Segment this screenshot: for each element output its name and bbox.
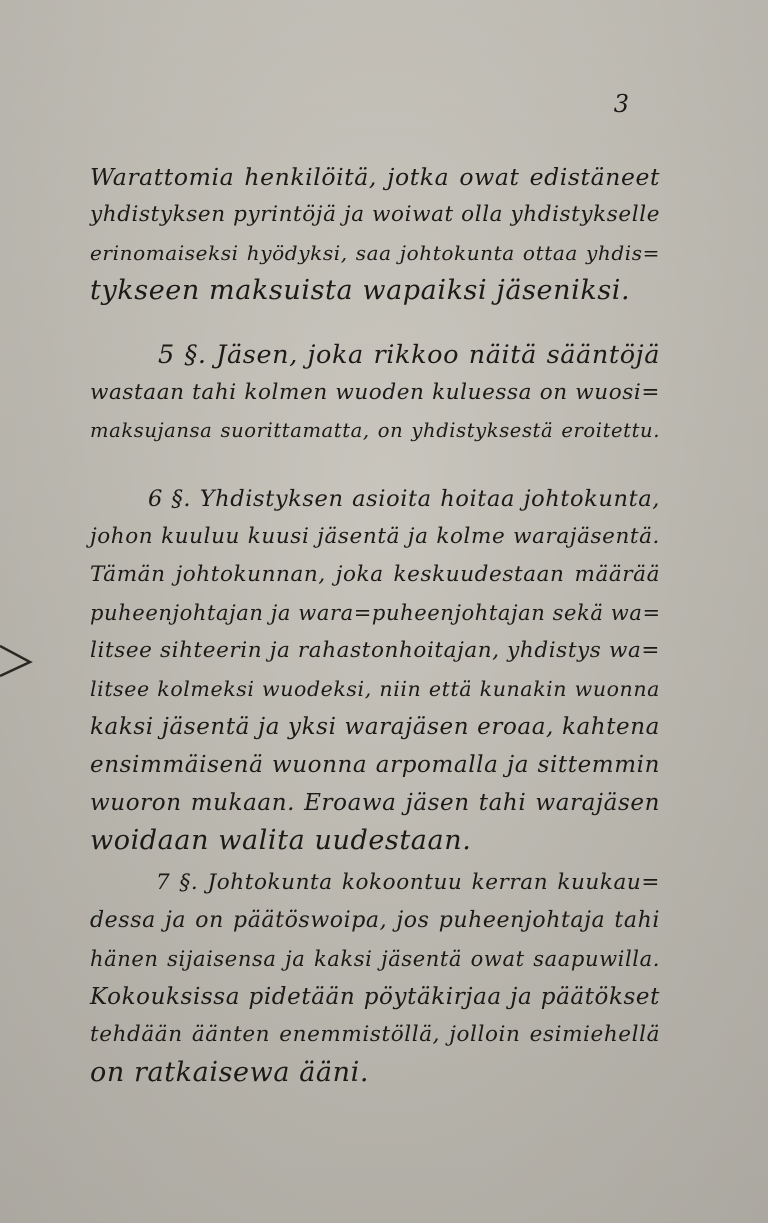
text-line: maksujansa suorittamatta, on yhdistyksestä eroitettu.	[90, 419, 660, 442]
section-5-heading-line: 5 §. Jäsen, joka rikkoo näitä sääntöjä	[158, 340, 660, 370]
text-line: on ratkaisewa ääni.	[90, 1057, 370, 1088]
section-7-heading-line: 7 §. Johtokunta kokoontuu kerran kuukau=	[156, 870, 660, 895]
text-line: Kokouksissa pidetään pöytäkirjaa ja päätökset	[90, 984, 660, 1010]
text-line: kaksi jäsentä ja yksi warajäsen eroaa, kahtena	[90, 714, 660, 740]
section-6-heading-line: 6 §. Yhdistyksen asioita hoitaa johtokunta,	[148, 486, 660, 512]
text-line: tehdään äänten enemmistöllä, jolloin esimiehellä	[90, 1022, 660, 1047]
text-line: tykseen maksuista wapaiksi jäseniksi.	[90, 275, 631, 306]
text-line: woidaan walita uudestaan.	[90, 825, 472, 856]
text-line: wuoron mukaan. Eroawa jäsen tahi warajäsen	[90, 790, 660, 816]
text-line: Warattomia henkilöitä, jotka owat edistäneet	[90, 163, 660, 191]
text-line: johon kuuluu kuusi jäsentä ja kolme warajäsentä.	[90, 524, 660, 549]
text-line: erinomaiseksi hyödyksi, saa johtokunta ottaa yhdis=	[90, 241, 660, 265]
page-edge-mark	[0, 628, 34, 688]
text-line: puheenjohtajan ja wara=puheenjohtajan sekä wa=	[90, 601, 661, 625]
text-line: Tämän johtokunnan, joka keskuudestaan määrää	[90, 562, 660, 587]
text-line: litsee kolmeksi wuodeksi, niin että kunakin wuonna	[90, 677, 660, 701]
text-line: ensimmäisenä wuonna arpomalla ja sittemmin	[90, 752, 660, 778]
text-line: wastaan tahi kolmen wuoden kuluessa on wuosi=	[90, 380, 660, 405]
text-line: litsee sihteerin ja rahastonhoitajan, yhdistys wa=	[90, 638, 660, 663]
text-line: hänen sijaisensa ja kaksi jäsentä owat saapuwilla.	[90, 947, 660, 971]
page-number: 3	[613, 90, 630, 118]
text-line: yhdistyksen pyrintöjä ja woiwat olla yhdistykselle	[90, 202, 661, 227]
text-line: dessa ja on päätöswoipa, jos puheenjohtaja tahi	[90, 908, 660, 933]
